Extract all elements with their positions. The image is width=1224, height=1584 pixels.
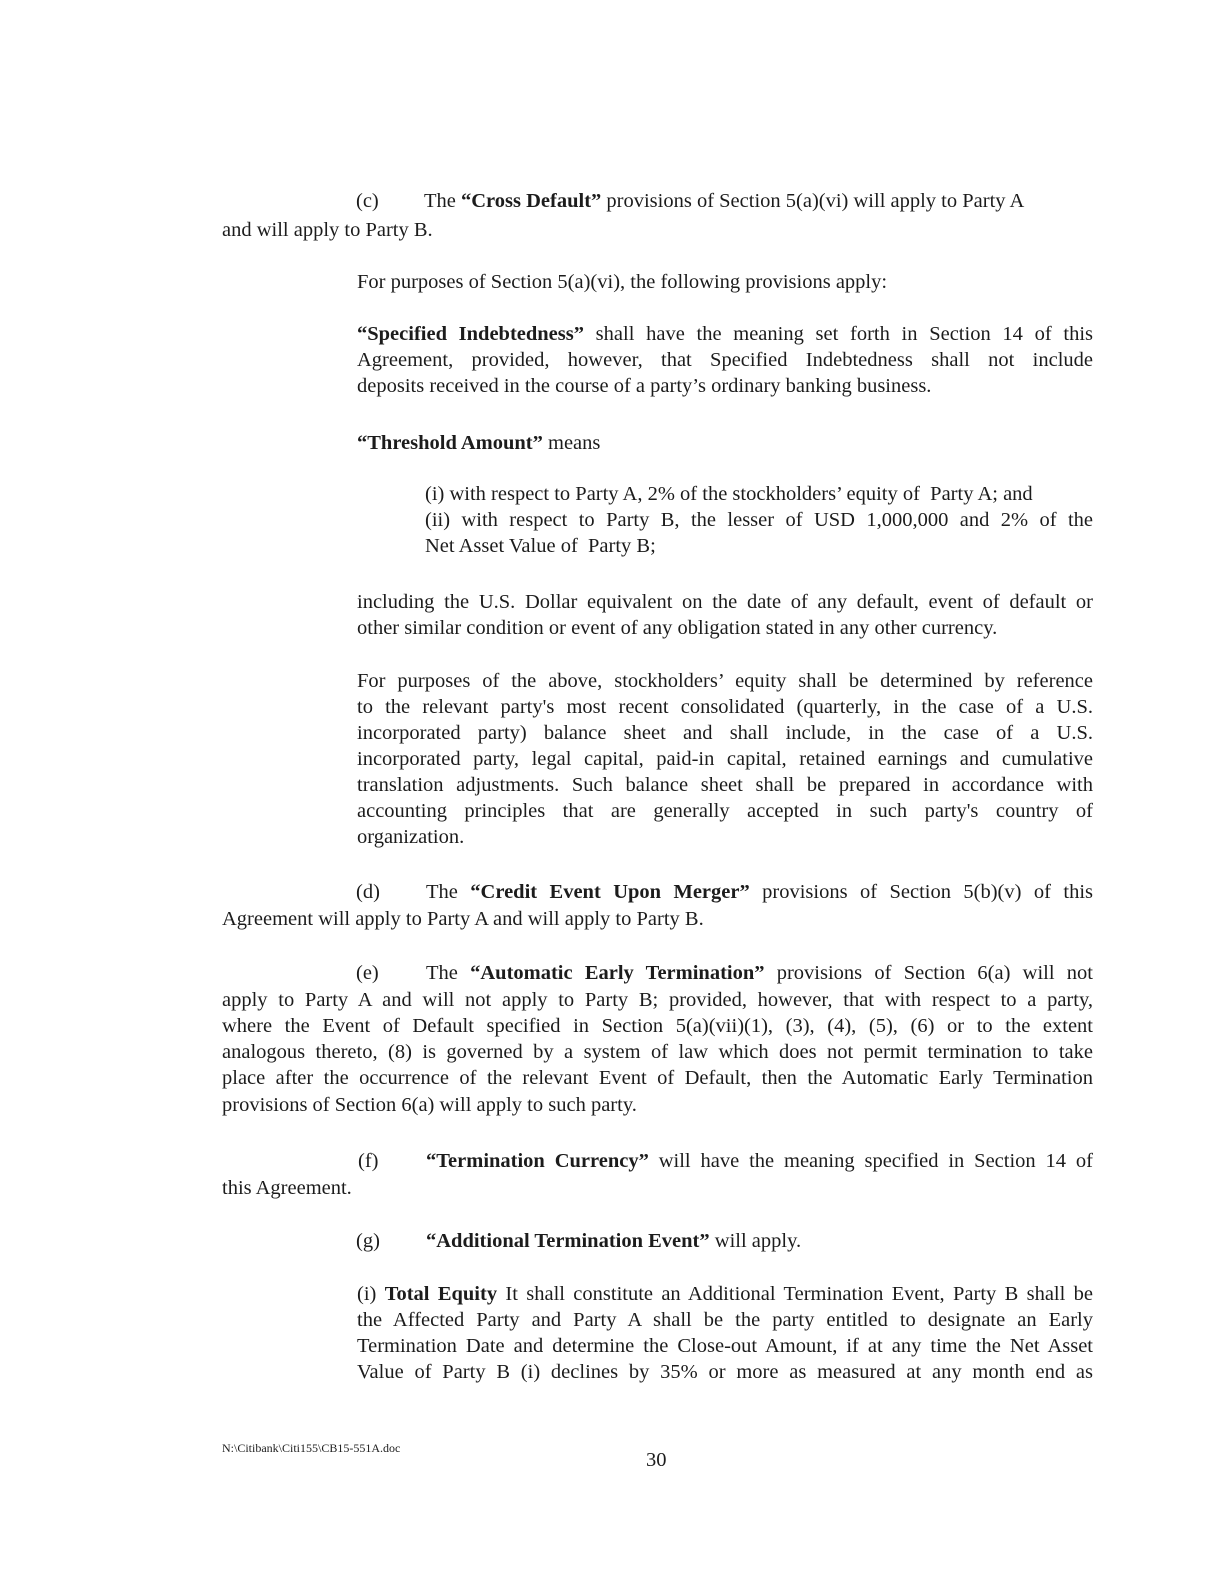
term-cross-default: “Cross Default” — [461, 190, 602, 212]
para-e-line1: The “Automatic Early Termination” provisions of Section 6(a) will not — [426, 962, 1093, 984]
para-e-line4: analogous thereto, (8) is governed by a system of law which does not permit termination to take — [222, 1041, 1093, 1063]
para-g-marker: (g) — [356, 1230, 380, 1252]
para-c-marker: (c) — [356, 190, 379, 212]
specified-line3: deposits received in the course of a party’s ordinary banking business. — [357, 375, 932, 397]
equity-line7: organization. — [357, 826, 465, 848]
footer-file-path: N:\Citibank\Citi155\CB15-551A.doc — [222, 1441, 401, 1455]
page-number: 30 — [646, 1449, 667, 1471]
term-credit-event-upon-merger: “Credit Event Upon Merger” — [470, 881, 750, 903]
term-termination-currency: “Termination Currency” — [426, 1150, 649, 1172]
para-g-line1: “Additional Termination Event” will apply. — [426, 1230, 802, 1252]
total-equity-line2: the Affected Party and Party A shall be the party entitled to designate an Early — [357, 1309, 1093, 1331]
specified-line2: Agreement, provided, however, that Specified Indebtedness shall not include — [357, 349, 1093, 371]
para-e-line2: apply to Party A and will not apply to Party B; provided, however, that with respect to a party, — [222, 989, 1093, 1011]
purposes-para: For purposes of Section 5(a)(vi), the following provisions apply: — [357, 271, 888, 293]
equity-line2: to the relevant party's most recent consolidated (quarterly, in the case of a U.S. — [357, 696, 1093, 718]
total-equity-line4: Value of Party B (i) declines by 35% or more as measured at any month end as — [357, 1361, 1093, 1383]
term-additional-termination-event: “Additional Termination Event” — [426, 1230, 710, 1252]
equity-line1: For purposes of the above, stockholders’ equity shall be determined by reference — [357, 670, 1093, 692]
threshold-item-ii-line1: (ii) with respect to Party B, the lesser of USD 1,000,000 and 2% of the — [425, 509, 1093, 531]
equity-line6: accounting principles that are generally accepted in such party's country of — [357, 800, 1093, 822]
equity-line5: translation adjustments. Such balance sheet shall be prepared in accordance with — [357, 774, 1093, 796]
para-f-line2: this Agreement. — [222, 1177, 352, 1199]
para-f-line1: “Termination Currency” will have the meaning specified in Section 14 of — [426, 1150, 1094, 1172]
para-e-line6: provisions of Section 6(a) will apply to such party. — [222, 1094, 637, 1116]
para-e-line5: place after the occurrence of the relevant Event of Default, then the Automatic Early Termination — [222, 1067, 1093, 1089]
para-d-marker: (d) — [356, 881, 380, 903]
total-equity-line3: Termination Date and determine the Close-out Amount, if at any time the Net Asset — [357, 1335, 1093, 1357]
including-line1: including the U.S. Dollar equivalent on the date of any default, event of default or — [357, 591, 1093, 613]
threshold-item-ii-line2: Net Asset Value of Party B; — [425, 535, 656, 557]
term-total-equity: Total Equity — [384, 1283, 498, 1305]
threshold-amount-heading: “Threshold Amount” means — [357, 432, 601, 454]
term-specified-indebtedness: “Specified Indebtedness” — [357, 323, 584, 345]
para-e-marker: (e) — [356, 962, 379, 984]
para-c-line2: and will apply to Party B. — [222, 219, 433, 241]
including-line2: other similar condition or event of any obligation stated in any other currency. — [357, 617, 998, 639]
para-f-marker: (f) — [358, 1150, 379, 1172]
para-e-line3: where the Event of Default specified in Section 5(a)(vii)(1), (3), (4), (5), (6) or to the extent — [222, 1015, 1093, 1037]
equity-line3: incorporated party) balance sheet and shall include, in the case of a U.S. — [357, 722, 1093, 744]
para-d-line2: Agreement will apply to Party A and will apply to Party B. — [222, 908, 704, 930]
para-c-line1: The “Cross Default” provisions of Section 5(a)(vi) will apply to Party A — [424, 190, 1025, 212]
total-equity-line1: (i) Total Equity It shall constitute an Additional Termination Event, Party B shall be — [357, 1283, 1093, 1305]
term-automatic-early-termination: “Automatic Early Termination” — [470, 962, 765, 984]
specified-line1: “Specified Indebtedness” shall have the meaning set forth in Section 14 of this — [357, 323, 1093, 345]
threshold-item-i: (i) with respect to Party A, 2% of the stockholders’ equity of Party A; and — [425, 483, 1033, 505]
para-d-line1: The “Credit Event Upon Merger” provisions of Section 5(b)(v) of this — [426, 881, 1093, 903]
equity-line4: incorporated party, legal capital, paid-in capital, retained earnings and cumulative — [357, 748, 1093, 770]
term-threshold-amount: “Threshold Amount” — [357, 432, 543, 454]
